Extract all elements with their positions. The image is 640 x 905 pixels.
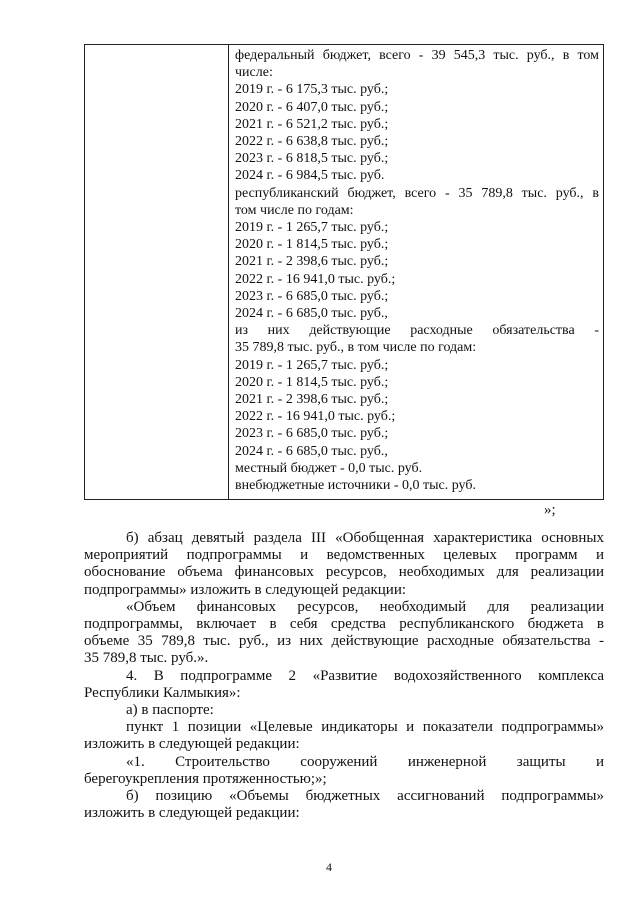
paragraph-line: «Объем финансовых ресурсов, необходимый для реализации: [126, 598, 604, 615]
paragraph-line: пункт 1 позиции «Целевые индикаторы и показатели подпрограммы»: [126, 719, 604, 736]
table-line: 35 789,8 тыс. руб., в том числе по годам:: [235, 340, 477, 356]
table-line: 2023 г. - 6 685,0 тыс. руб.;: [235, 426, 389, 442]
table-line: 2021 г. - 6 521,2 тыс. руб.;: [235, 116, 389, 132]
table-line: 2021 г. - 2 398,6 тыс. руб.;: [235, 254, 389, 270]
paragraph-line: 4. В подпрограмме 2 «Развитие водохозяйственного комплекса: [126, 667, 604, 684]
paragraph-line: обоснование объема финансовых ресурсов, необходимых для реализации: [84, 564, 604, 581]
table-line: 2024 г. - 6 984,5 тыс. руб.: [235, 168, 385, 184]
table-line: местный бюджет - 0,0 тыс. руб.: [235, 460, 423, 476]
budget-table: [84, 44, 604, 500]
body-text: [84, 530, 604, 822]
table-line: числе:: [235, 65, 273, 81]
table-left-cell: [85, 45, 229, 499]
table-line: 2024 г. - 6 685,0 тыс. руб.,: [235, 443, 388, 459]
paragraph-line: объеме 35 789,8 тыс. руб., из них действующие расходные обязательства -: [84, 633, 604, 650]
table-line: 2022 г. - 16 941,0 тыс. руб.;: [235, 409, 396, 425]
table-line: федеральный бюджет, всего - 39 545,3 тыс. руб., в том: [235, 48, 599, 63]
table-line: республиканский бюджет, всего - 35 789,8 тыс. руб., в: [235, 185, 599, 201]
paragraph-line: б) позицию «Объемы бюджетных ассигнований подпрограммы»: [126, 788, 604, 805]
paragraph-line: б) абзац девятый раздела III «Обобщенная характеристика основных: [126, 530, 604, 546]
table-line: из них действующие расходные обязательства -: [235, 323, 599, 339]
paragraph-line: «1. Строительство сооружений инженерной защиты и: [126, 753, 604, 770]
table-line: 2020 г. - 1 814,5 тыс. руб.;: [235, 237, 389, 253]
table-line: внебюджетные источники - 0,0 тыс. руб.: [235, 478, 476, 494]
table-right-cell: [235, 47, 599, 494]
paragraph-line: а) в паспорте:: [126, 702, 214, 719]
closing-quote: »;: [544, 502, 556, 518]
paragraph-line: Республики Калмыкия»:: [84, 684, 241, 701]
table-line: 2023 г. - 6 685,0 тыс. руб.;: [235, 288, 389, 304]
paragraph-line: изложить в следующей редакции:: [84, 805, 300, 822]
table-line: 2019 г. - 1 265,7 тыс. руб.;: [235, 357, 389, 373]
page-number: 4: [326, 860, 332, 874]
table-line: 2022 г. - 16 941,0 тыс. руб.;: [235, 271, 396, 287]
table-line: 2020 г. - 1 814,5 тыс. руб.;: [235, 374, 389, 390]
table-line: 2023 г. - 6 818,5 тыс. руб.;: [235, 151, 389, 167]
table-line: 2022 г. - 6 638,8 тыс. руб.;: [235, 134, 389, 150]
paragraph-line: подпрограммы, включает в себя средства республиканского бюджета в: [84, 616, 604, 633]
paragraph-line: подпрограммы» изложить в следующей редакции:: [84, 581, 407, 598]
paragraph-line: мероприятий подпрограммы и ведомственных целевых программ и: [84, 547, 604, 564]
table-line: 2024 г. - 6 685,0 тыс. руб.,: [235, 306, 388, 322]
table-line: 2019 г. - 6 175,3 тыс. руб.;: [235, 82, 389, 98]
paragraph-line: берегоукрепления протяженностью;»;: [84, 770, 327, 787]
table-line: том числе по годам:: [235, 202, 354, 218]
table-line: 2021 г. - 2 398,6 тыс. руб.;: [235, 392, 389, 408]
paragraph-line: изложить в следующей редакции:: [84, 736, 300, 753]
paragraph-line: 35 789,8 тыс. руб.».: [84, 650, 209, 667]
table-line: 2019 г. - 1 265,7 тыс. руб.;: [235, 220, 389, 236]
table-line: 2020 г. - 6 407,0 тыс. руб.;: [235, 99, 389, 115]
